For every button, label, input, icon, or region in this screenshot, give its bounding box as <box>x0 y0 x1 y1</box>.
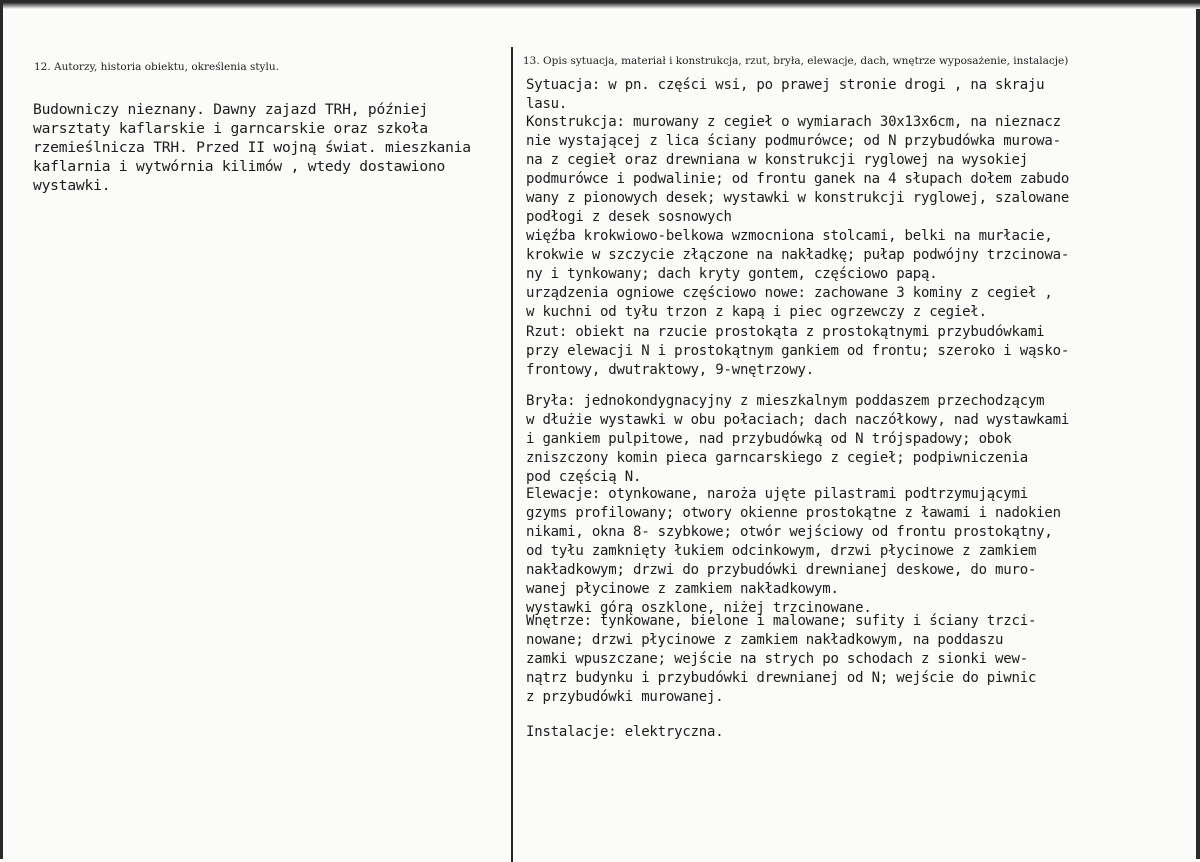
rzut-paragraph: Rzut: obiekt na rzucie prostokąta z prostokątnymi przybudówkami przy elewacji N i prostokątnym gankiem od frontu; szeroko i wąsko- frontowy, dwutraktowy, 9-wnętrzowy. <box>526 324 1070 378</box>
column-divider <box>511 47 513 862</box>
section-13-header: 13. Opis sytuacja, materiał i konstrukcja, rzut, bryła, elewacje, dach, wnętrze wyposażenie, instalacje) <box>523 55 1069 67</box>
sytuacja-paragraph: Sytuacja: w pn. części wsi, po prawej stronie drogi , na skraju lasu. <box>526 77 1045 112</box>
section-12-header: 12. Autorzy, historia obiektu, określenia stylu. <box>34 61 279 73</box>
bryla-paragraph: Bryła: jednokondygnacyjny z mieszkalnym poddaszem przechodzącym w dłużie wystawki w obu połaciach; dach naczółkowy, nad wystawkami i gankiem pulpitowe, nad przybudówką od N trójspadowy; obok zniszczony komin pieca garncarskiego z cegieł; podpiwniczenia pod częścią N. <box>526 393 1070 485</box>
section-12-text: Budowniczy nieznany. Dawny zajazd TRH, później warsztaty kaflarskie i garncarskie oraz szkoła rzemieślnicza TRH. Przed II wojną świat. mieszkania kaflarnia i wytwórnia kilimów , wtedy dostawiono wystawki. <box>33 101 471 194</box>
konstrukcja-paragraph: Konstrukcja: murowany z cegieł o wymiarach 30x13x6cm, na nieznacz nie wystającej z lica ściany podmurówce; od N przybudówka murowa- na z cegieł oraz drewniana w konstrukcji ryglowej na wysokiej podmurówce i podwalinie; od frontu ganek na 4 słupach dołem zabudo wany z pionowych desek; wystawki w konstrukcji ryglowej, szalowane podłogi z desek sosnowych więźba krokwiowo-belkowa wzmocniona stolcami, belki na murłacie, krokwie w szczycie złączone na nakładkę; pułap podwójny trzcinowa- ny i tynkowany; dach kryty gontem, częściowo papą. urządzenia ogniowe częściowo nowe: zachowane 3 kominy z cegieł , w kuchni od tyłu trzon z kapą i piec ogrzewczy z cegieł. <box>526 114 1070 320</box>
wnetrze-paragraph: Wnętrze: tynkowane, bielone i malowane; sufity i ściany trzci- nowane; drzwi płycinowe z zamkiem nakładkowym, na poddaszu zamki wpuszczane; wejście na strych po schodach z sionki wew- nątrz budynku i przybudówki drewnianej od N; wejście do piwnic z przybudówki murowanej. <box>526 613 1037 705</box>
card-top-edge <box>3 3 1200 9</box>
instalacje-paragraph: Instalacje: elektryczna. <box>526 724 724 740</box>
elewacje-paragraph: Elewacje: otynkowane, naroża ujęte pilastrami podtrzymującymi gzyms profilowany; otwory okienne prostokątne z ławami i nadokien nikami, okna 8- szybkowe; otwór wejściowy od frontu prostokątny, od tyłu zamknięty łukiem odcinkowym, drzwi płycinowe z zamkiem nakładkowym; drzwi do przybudówki drewnianej deskowe, do muro- wanej płycinowe z zamkiem nakładkowym. wystawki górą oszklone, niżej trzcinowane. <box>526 486 1061 616</box>
